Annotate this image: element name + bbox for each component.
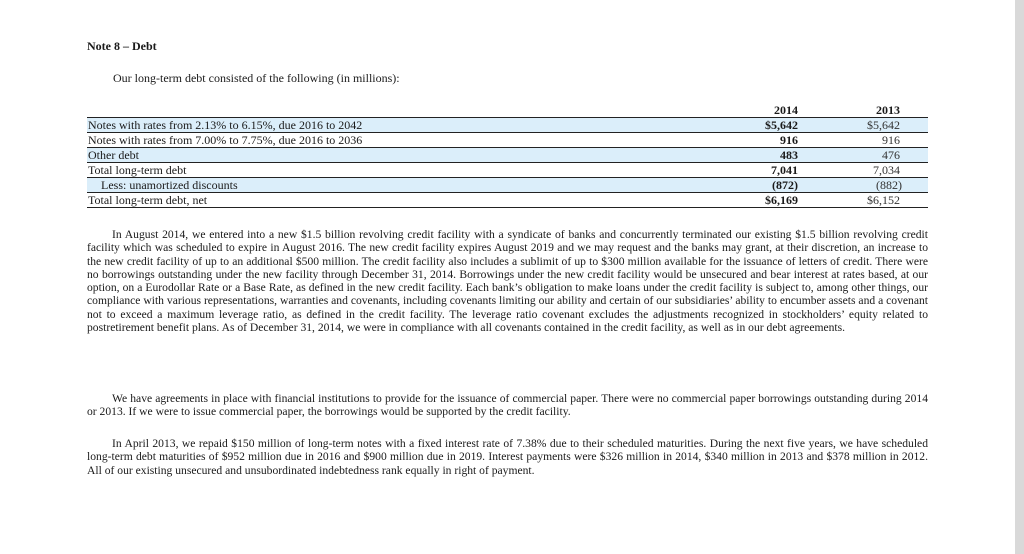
row-label: Notes with rates from 7.00% to 7.75%, due 2016 to 2036 [87, 133, 698, 148]
row-value-2014: 483 [698, 148, 800, 163]
paragraph-credit-facility: In August 2014, we entered into a new $1.5 billion revolving credit facility with a syndicate of banks and concurrently terminated our existing $1.5 billion revolving credit facility which was scheduled to expire in August 2016. The new credit facility expires August 2019 and we may request and the banks may grant, at their discretion, an increase to the new credit facility of up to an additional $500 million. The credit facility also includes a sublimit of up to $300 million available for the issuance of letters of credit. There were no borrowings outstanding under the new facility through December 31, 2014. Borrowings under the new credit facility would be unsecured and bear interest at rates based, at our option, on a Eurodollar Rate or a Base Rate, as defined in the new credit facility. Each bank’s obligation to make loans under the credit facility is subject to, among other things, our compliance with various representations, warranties and covenants, including covenants limiting our ability and certain of our subsidiaries’ ability to encumber assets and a covenant not to exceed a maximum leverage ratio, as defined in the credit facility. The leverage ratio covenant excludes the adjustments recognized in stockholders’ equity related to postretirement benefit plans. As of December 31, 2014, we were in compliance with all covenants contained in the credit facility, as well as in our debt agreements. [87, 228, 928, 335]
table-intro: Our long-term debt consisted of the following (in millions): [113, 71, 400, 85]
row-label: Total long-term debt, net [87, 193, 698, 208]
table-header-row [87, 103, 928, 118]
row-value-2013: (882) [800, 178, 928, 193]
row-value-2013: 916 [800, 133, 928, 148]
paragraph-commercial-paper: We have agreements in place with financial institutions to provide for the issuance of commercial paper. There were no commercial paper borrowings outstanding during 2014 or 2013. If we were to issue commercial paper, the borrowings would be supported by the credit facility. [87, 392, 928, 419]
row-label: Total long-term debt [87, 163, 698, 178]
table-row-total [87, 163, 928, 178]
table-row [87, 118, 928, 133]
note-title: Note 8 – Debt [87, 39, 157, 53]
row-value-2014: $5,642 [698, 118, 800, 133]
table-row [87, 148, 928, 163]
row-value-2013: 476 [800, 148, 928, 163]
row-label: Less: unamortized discounts [87, 178, 698, 193]
row-value-2013: $5,642 [800, 118, 928, 133]
row-value-2014: 7,041 [698, 163, 800, 178]
row-value-2014: $6,169 [698, 193, 800, 208]
window-edge-scrollbar[interactable] [1015, 0, 1024, 554]
header-2014: 2014 [774, 103, 798, 117]
row-label: Other debt [87, 148, 698, 163]
row-value-2013: $6,152 [800, 193, 928, 208]
table-row [87, 133, 928, 148]
row-value-2014: (872) [698, 178, 800, 193]
row-value-2014: 916 [698, 133, 800, 148]
table-row [87, 178, 928, 193]
table-row-net-total [87, 193, 928, 208]
header-label-cell [87, 103, 698, 118]
paragraph-maturities: In April 2013, we repaid $150 million of long-term notes with a fixed interest rate of 7.38% due to their scheduled maturities. During the next five years, we have scheduled long-term debt maturities of $952 million due in 2016 and $900 million due in 2019. Interest payments were $326 million in 2014, $340 million in 2013 and $378 million in 2012. All of our existing unsecured and unsubordinated indebtedness rank equally in right of payment. [87, 437, 928, 477]
row-value-2013: 7,034 [800, 163, 928, 178]
debt-table [87, 103, 928, 208]
row-label: Notes with rates from 2.13% to 6.15%, due 2016 to 2042 [87, 118, 698, 133]
header-2013: 2013 [876, 103, 900, 117]
